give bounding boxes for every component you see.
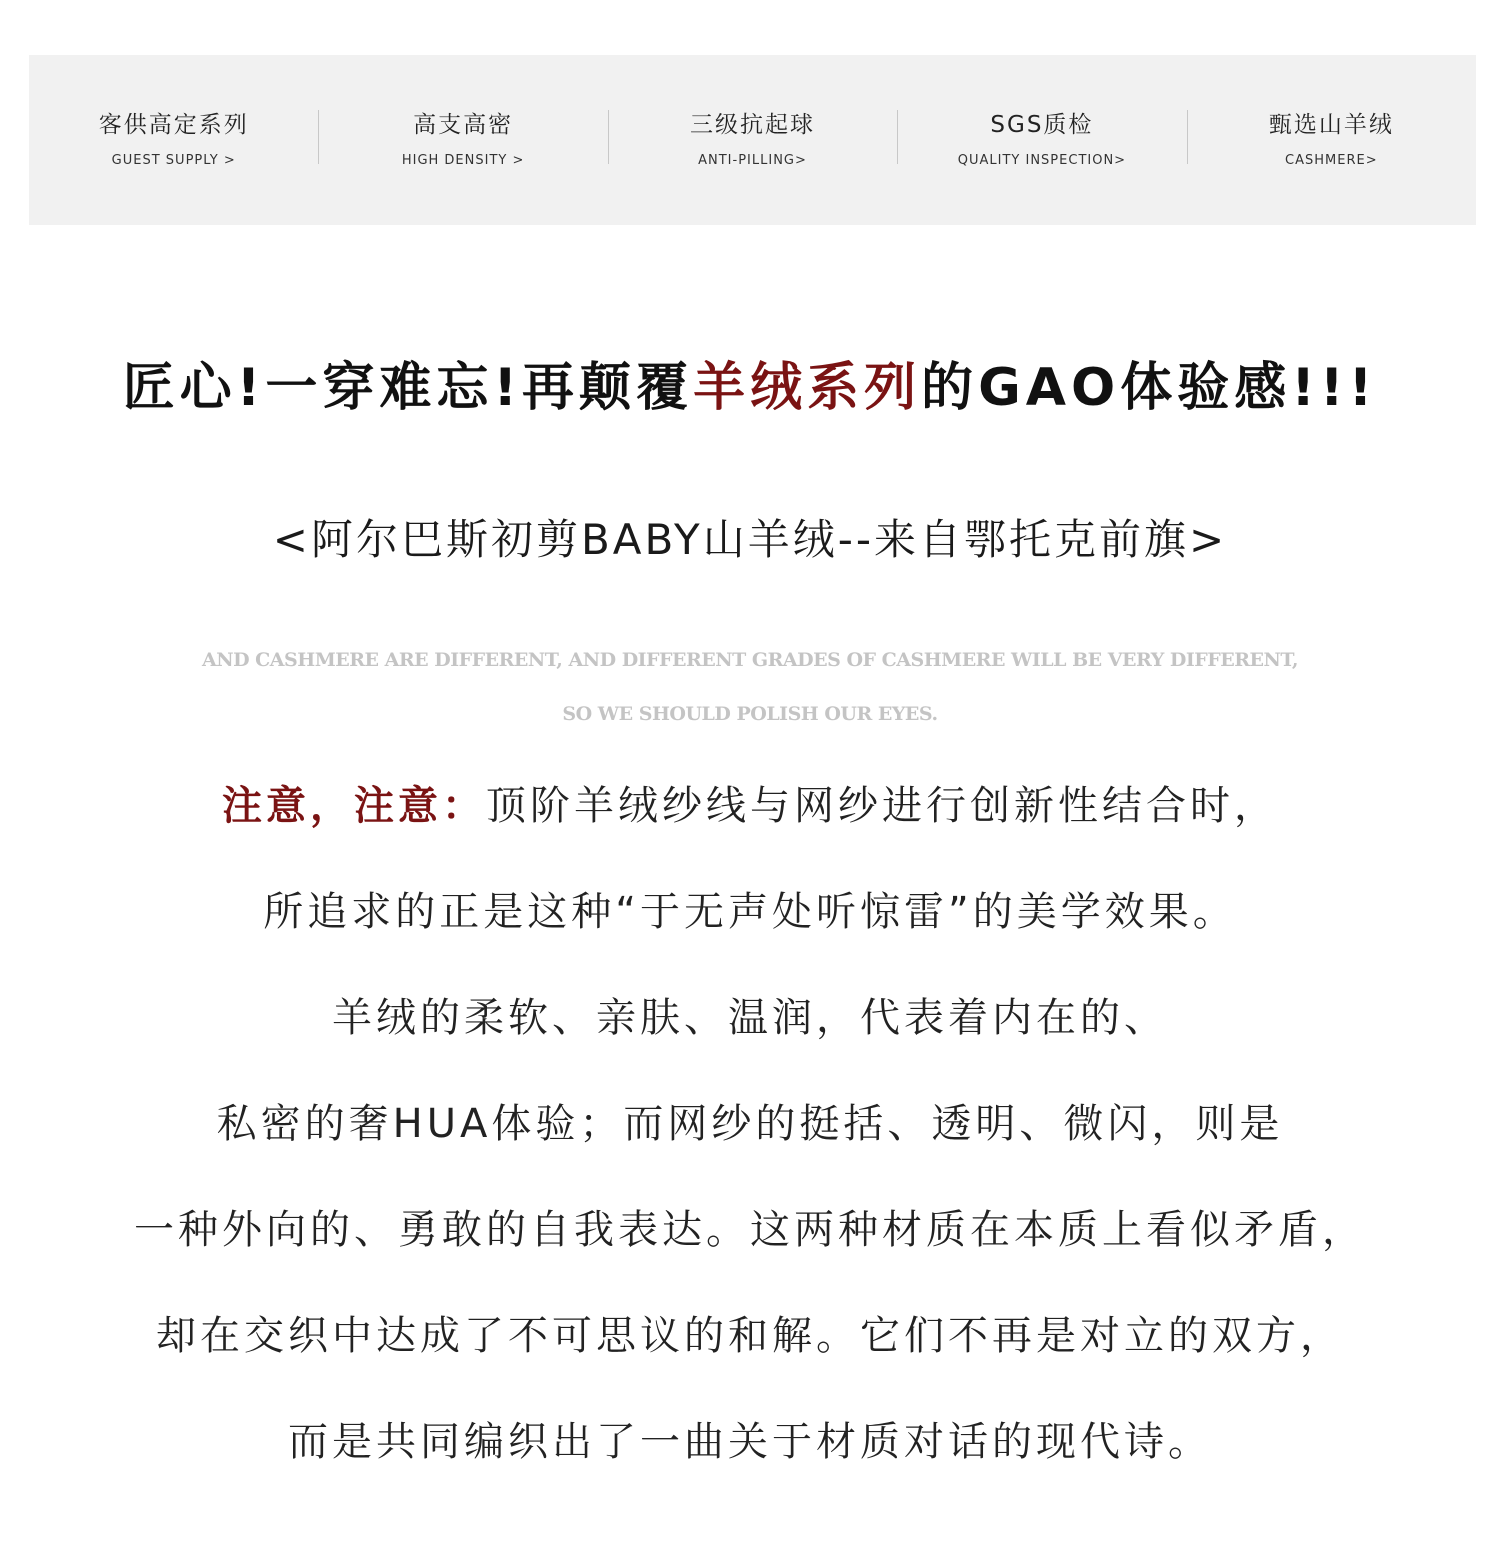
- feature-bar: [29, 55, 1476, 225]
- feature-title: 三级抗起球: [690, 112, 816, 138]
- feature-guest-supply[interactable]: [29, 55, 318, 225]
- body-line: 一种外向的、勇敢的自我表达。这两种材质在本质上看似矛盾，: [134, 1207, 1366, 1253]
- english-note-line: SO WE SHOULD POLISH OUR EYES.: [562, 703, 938, 725]
- english-note-line: AND CASHMERE ARE DIFFERENT, AND DIFFERENT GRADES OF CASHMERE WILL BE VERY DIFFERENT,: [201, 649, 1299, 671]
- feature-title: SGS质检: [990, 112, 1094, 138]
- body-text: 顶阶羊绒纱线与网纱进行创新性结合时，: [486, 783, 1278, 829]
- headline-accent: 羊绒系列: [693, 358, 922, 418]
- feature-high-density[interactable]: [318, 55, 607, 225]
- headline-prefix: 匠心!一穿难忘!再颠覆: [122, 358, 694, 418]
- body-line: 羊绒的柔软、亲肤、温润，代表着内在的、: [332, 995, 1168, 1041]
- feature-subtitle: CASHMERE>: [1285, 153, 1378, 168]
- body-line: 所追求的正是这种“于无声处听惊雷”的美学效果。: [263, 889, 1237, 935]
- body-line: 却在交织中达成了不可思议的和解。它们不再是对立的双方，: [156, 1313, 1344, 1359]
- feature-subtitle: GUEST SUPPLY >: [111, 153, 236, 168]
- headline-suffix: 的GAO体验感!!!: [921, 358, 1378, 418]
- headline: [0, 352, 1500, 424]
- feature-subtitle: ANTI-PILLING>: [698, 153, 807, 168]
- subheadline: <阿尔巴斯初剪BABY山羊绒--来自鄂托克前旗>: [272, 515, 1228, 564]
- feature-cashmere[interactable]: [1187, 55, 1476, 225]
- feature-subtitle: HIGH DENSITY >: [401, 153, 525, 168]
- feature-quality-inspection[interactable]: [897, 55, 1186, 225]
- body-line: 私密的奢HUA体验；而网纱的挺括、透明、微闪，则是: [216, 1101, 1284, 1147]
- feature-subtitle: QUALITY INSPECTION>: [957, 153, 1127, 168]
- feature-title: 高支高密: [413, 112, 514, 138]
- note-label: 注意，注意：: [222, 783, 486, 829]
- feature-title: 甄选山羊绒: [1268, 112, 1394, 138]
- feature-title: 客供高定系列: [98, 112, 249, 138]
- feature-anti-pilling[interactable]: [608, 55, 897, 225]
- body-line: [0, 776, 1500, 836]
- body-line: 而是共同编织出了一曲关于材质对话的现代诗。: [288, 1419, 1212, 1465]
